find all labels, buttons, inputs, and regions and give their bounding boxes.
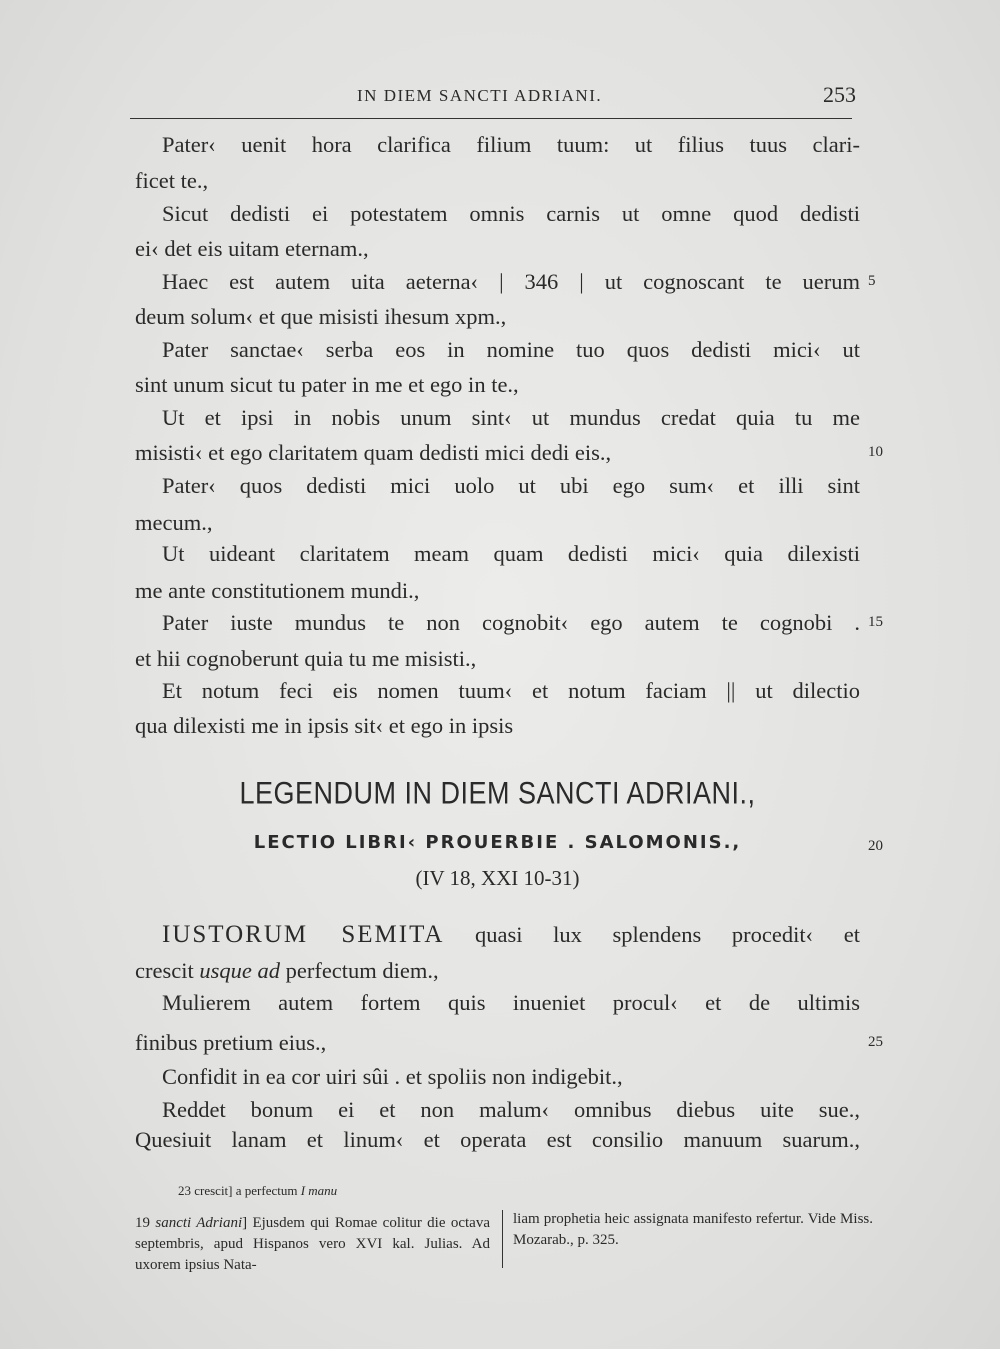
text-line: Reddet bonum ei et non malum‹ omnibus diebus uite sue., (162, 1097, 860, 1122)
text-line: Quesiuit lanam et linum‹ et operata est consilio manuum suarum., (135, 1127, 860, 1152)
text-line: Ut uideant claritatem meam quam dedisti mici‹ quia dilexisti (162, 541, 860, 566)
text-line: Confidit in ea cor uiri sûi . et spoliis non indigebit., (162, 1064, 623, 1089)
section-title: LEGENDUM IN DIEM SANCTI ADRIANI., (239, 775, 756, 811)
text-span: crescit (135, 958, 200, 983)
text-span: 23 crescit] a perfectum (178, 1183, 301, 1198)
text-line: Haec est autem uita aeterna‹ | 346 | ut cognoscant te uerum (162, 269, 860, 294)
text-line: Pater‹ quos dedisti mici uolo ut ubi ego sum‹ et illi sint (162, 473, 860, 498)
page-number: 253 (823, 82, 856, 107)
text-line: Pater sanctae‹ serba eos in nomine tuo quos dedisti mici‹ ut (162, 337, 860, 362)
text-line: ficet te., (135, 168, 209, 193)
text-line: deum solum‹ et que misisti ihesum xpm., (135, 304, 507, 329)
text-line: Mulierem autem fortem quis inueniet procul‹ et de ultimis (162, 990, 860, 1015)
text-line: Ut et ipsi in nobis unum sint‹ ut mundus credat quia tu me (162, 405, 860, 430)
text-line: me ante constitutionem mundi., (135, 578, 420, 603)
running-head: IN DIEM SANCTI ADRIANI. (357, 86, 603, 105)
line-number: 10 (868, 444, 883, 460)
text-line: sint unum sicut tu pater in me et ego in te., (135, 372, 519, 397)
italic-text: I manu (300, 1183, 338, 1198)
text-span: perfectum diem., (279, 958, 439, 983)
text-line: mecum., (135, 510, 213, 535)
header-rule (130, 118, 852, 119)
text-span: quasi lux splendens procedit‹ et (444, 922, 860, 947)
text-line: ei‹ det eis uitam eternam., (135, 236, 369, 261)
text-line: Sicut dedisti ei potestatem omnis carnis ut omne quod dedisti (162, 201, 860, 226)
italic-text: usque (199, 958, 252, 983)
text-line: et hii cognoberunt quia tu me misisti., (135, 646, 477, 671)
text-line: qua dilexisti me in ipsis sit‹ et ego in ipsis (135, 713, 514, 738)
footnote-right: liam prophetia heic assignata manifesto refertur. Vide Miss. Mozarab., p. 325. (513, 1211, 873, 1248)
text-line (162, 920, 860, 950)
line-number: 25 (868, 1034, 883, 1050)
footnote-left (135, 1213, 490, 1276)
text-line: Pater iuste mundus te non cognobit‹ ego autem te cognobi . (162, 610, 860, 635)
text-line (135, 956, 860, 986)
text-line: Pater‹ uenit hora clarifica filium tuum: ut filius tuus clari- (162, 132, 860, 157)
text-line: misisti‹ et ego claritatem quam dedisti mici dedi eis., (135, 440, 612, 465)
apparatus-note (178, 1183, 337, 1199)
text-span: ] Ejusdem qui Romae colitur die octava septembris, apud Hispanos vero XVI kal. Julias. Ad uxorem ipsius Nata- (135, 1215, 490, 1273)
line-number: 15 (868, 614, 883, 630)
line-number: 20 (868, 838, 883, 854)
italic-text: sancti Adriani (155, 1215, 243, 1231)
text-line: finibus pretium eius., (135, 1030, 327, 1055)
line-number: 5 (868, 273, 876, 289)
page-header (135, 82, 860, 116)
section-subtitle: LECTIO LIBRI‹ PROUERBIE . SALOMONIS., (253, 832, 742, 853)
footnote-divider (502, 1210, 503, 1268)
scripture-reference: (IV 18, XXI 10-31) (415, 866, 580, 890)
italic-text: ad (257, 958, 280, 983)
opening-words: IUSTORUM SEMITA (162, 921, 445, 948)
text-line: Et notum feci eis nomen tuum‹ et notum faciam || ut dilectio (162, 678, 860, 703)
text-span: 19 (135, 1215, 156, 1231)
